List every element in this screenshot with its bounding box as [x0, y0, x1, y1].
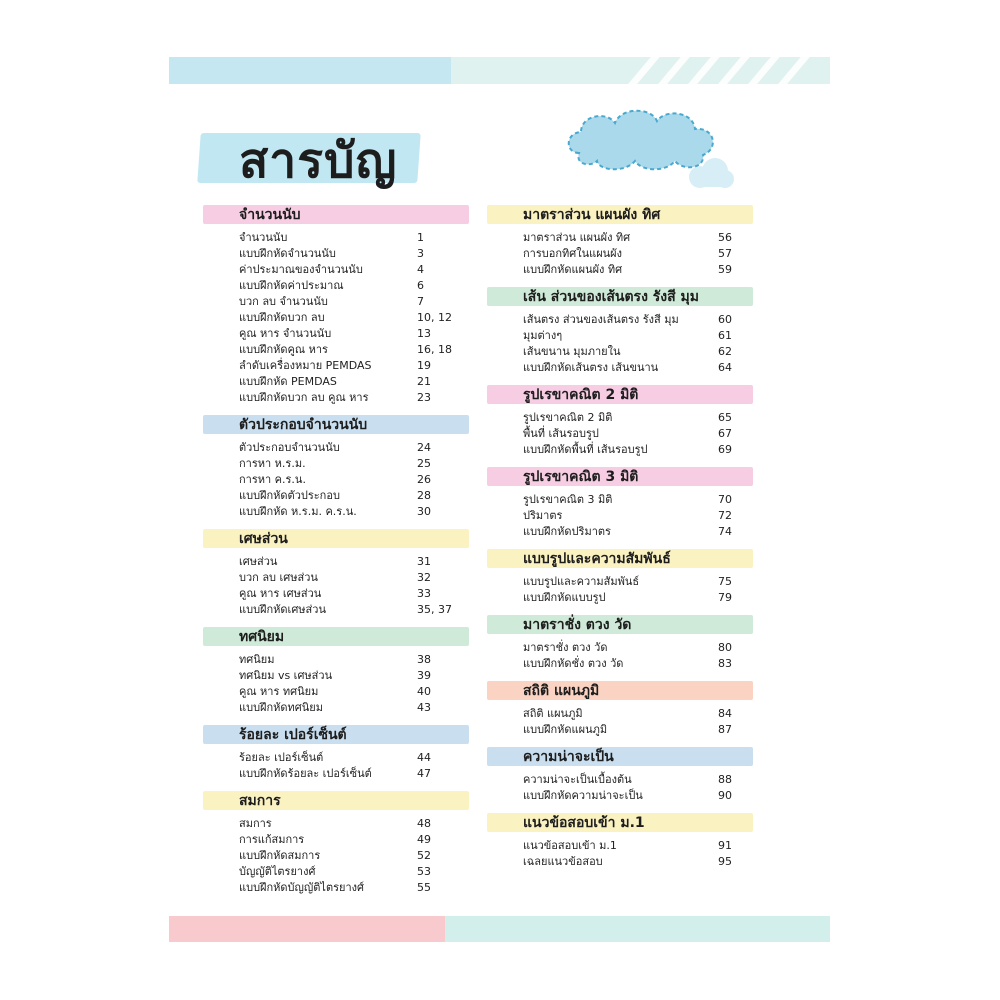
- toc-entry: [203, 278, 473, 294]
- section-header: [203, 723, 473, 745]
- entry-name: รูปเรขาคณิต 2 มิติ: [523, 411, 613, 424]
- entry-name: แบบฝึกหัดสมการ: [239, 849, 321, 862]
- top-decorative-band: [169, 57, 830, 84]
- entry-name: มาตราชั่ง ตวง วัด: [523, 641, 608, 654]
- entry-name: แบบฝึกหัดแผนผัง ทิศ: [523, 263, 623, 276]
- section-title: ทศนิยม: [239, 629, 285, 645]
- entry-page-number: 40: [417, 685, 431, 698]
- entry-name: แบบฝึกหัดบวก ลบ: [239, 311, 325, 324]
- toc-section: [203, 527, 473, 618]
- entry-page-number: 70: [718, 493, 732, 506]
- entry-name: จำนวนนับ: [239, 231, 288, 244]
- toc-entry: [487, 360, 757, 376]
- toc-entry: [203, 440, 473, 456]
- entry-page-number: 31: [417, 555, 431, 568]
- entry-page-number: 61: [718, 329, 732, 342]
- toc-section: [203, 625, 473, 716]
- toc-entry: [487, 524, 757, 540]
- entry-page-number: 83: [718, 657, 732, 670]
- entry-page-number: 79: [718, 591, 732, 604]
- toc-entry: [487, 230, 757, 246]
- toc-entry: [203, 326, 473, 342]
- toc-entry: [487, 426, 757, 442]
- toc-entry: [487, 508, 757, 524]
- entry-page-number: 53: [417, 865, 431, 878]
- toc-entry: [487, 854, 757, 870]
- section-title: แบบรูปและความสัมพันธ์: [523, 551, 671, 567]
- entry-name: แบบฝึกหัด PEMDAS: [239, 375, 337, 388]
- section-header: [487, 811, 757, 833]
- toc-entry: [203, 294, 473, 310]
- toc-section: [487, 465, 757, 540]
- toc-right-column: [487, 203, 757, 877]
- entry-page-number: 7: [417, 295, 424, 308]
- toc-section: [487, 203, 757, 278]
- section-title: แนวข้อสอบเข้า ม.1: [523, 815, 645, 831]
- entry-name: แบบฝึกหัดค่าประมาณ: [239, 279, 344, 292]
- entry-name: เศษส่วน: [239, 555, 278, 568]
- toc-section: [203, 413, 473, 520]
- entry-name: แบบฝึกหัดทศนิยม: [239, 701, 324, 714]
- toc-entry: [487, 590, 757, 606]
- entry-page-number: 69: [718, 443, 732, 456]
- toc-section: [203, 203, 473, 406]
- entry-name: แบบฝึกหัดเส้นตรง เส้นขนาน: [523, 361, 659, 374]
- entry-name: มุมต่างๆ: [523, 329, 563, 342]
- entry-page-number: 87: [718, 723, 732, 736]
- entry-name: แบบฝึกหัดร้อยละ เปอร์เซ็นต์: [239, 767, 372, 780]
- entry-name: แบบฝึกหัดคูณ หาร: [239, 343, 328, 356]
- section-header: [487, 547, 757, 569]
- entry-name: แบบฝึกหัดบัญญัติไตรยางศ์: [239, 881, 364, 894]
- entry-name: แบบฝึกหัดปริมาตร: [523, 525, 611, 538]
- toc-entry: [203, 342, 473, 358]
- toc-entry: [487, 574, 757, 590]
- entry-name: ทศนิยม vs เศษส่วน: [239, 669, 333, 682]
- toc-entry: [487, 442, 757, 458]
- bottom-decorative-band: [169, 916, 830, 942]
- toc-section: [487, 811, 757, 870]
- entry-page-number: 35, 37: [417, 603, 452, 616]
- section-title: สถิติ แผนภูมิ: [523, 683, 600, 699]
- entry-name: แบบฝึกหัดความน่าจะเป็น: [523, 789, 643, 802]
- entry-page-number: 28: [417, 489, 431, 502]
- entry-page-number: 62: [718, 345, 732, 358]
- entry-name: แบบรูปและความสัมพันธ์: [523, 575, 640, 588]
- entry-page-number: 65: [718, 411, 732, 424]
- page-title: สารบัญ: [239, 133, 398, 189]
- entry-name: ลำดับเครื่องหมาย PEMDAS: [239, 359, 372, 372]
- entry-name: การแก้สมการ: [239, 833, 305, 846]
- section-header: [203, 625, 473, 647]
- toc-entry: [487, 262, 757, 278]
- toc-entry: [203, 864, 473, 880]
- entry-name: แบบฝึกหัดบวก ลบ คูณ หาร: [239, 391, 369, 404]
- section-title: จำนวนนับ: [239, 207, 301, 223]
- section-title: เส้น ส่วนของเส้นตรง รังสี มุม: [523, 289, 700, 305]
- entry-page-number: 75: [718, 575, 732, 588]
- entry-page-number: 13: [417, 327, 431, 340]
- entry-page-number: 88: [718, 773, 732, 786]
- entry-page-number: 57: [718, 247, 732, 260]
- entry-name: ทศนิยม: [239, 653, 275, 666]
- entry-name: สถิติ แผนภูมิ: [523, 707, 583, 720]
- entry-name: ค่าประมาณของจำนวนนับ: [239, 263, 363, 276]
- toc-section: [487, 745, 757, 804]
- cloud-large-icon: [569, 111, 713, 170]
- entry-name: บวก ลบ จำนวนนับ: [239, 295, 328, 308]
- entry-name: บัญญัติไตรยางศ์: [239, 865, 316, 878]
- section-header: [203, 203, 473, 225]
- entry-page-number: 39: [417, 669, 431, 682]
- toc-entry: [203, 358, 473, 374]
- toc-page: [169, 57, 830, 942]
- toc-entry: [203, 750, 473, 766]
- section-header: [487, 679, 757, 701]
- entry-page-number: 43: [417, 701, 431, 714]
- entry-page-number: 67: [718, 427, 732, 440]
- entry-name: บวก ลบ เศษส่วน: [239, 571, 318, 584]
- entry-name: แนวข้อสอบเข้า ม.1: [523, 839, 617, 852]
- toc-entry: [203, 390, 473, 406]
- cloud-icon: [565, 105, 735, 197]
- toc-entry: [487, 722, 757, 738]
- entry-name: พื้นที่ เส้นรอบรูป: [523, 427, 599, 440]
- toc-section: [487, 383, 757, 458]
- toc-entry: [203, 246, 473, 262]
- entry-page-number: 55: [417, 881, 431, 894]
- toc-entry: [487, 246, 757, 262]
- entry-page-number: 47: [417, 767, 431, 780]
- entry-name: การหา ห.ร.ม.: [239, 457, 306, 470]
- entry-page-number: 48: [417, 817, 431, 830]
- toc-entry: [203, 472, 473, 488]
- section-title: รูปเรขาคณิต 3 มิติ: [523, 469, 639, 485]
- entry-page-number: 3: [417, 247, 424, 260]
- toc-section: [487, 679, 757, 738]
- entry-page-number: 24: [417, 441, 431, 454]
- entry-page-number: 56: [718, 231, 732, 244]
- entry-page-number: 30: [417, 505, 431, 518]
- entry-page-number: 52: [417, 849, 431, 862]
- entry-name: คูณ หาร เศษส่วน: [239, 587, 322, 600]
- entry-name: มาตราส่วน แผนผัง ทิศ: [523, 231, 631, 244]
- entry-page-number: 91: [718, 839, 732, 852]
- entry-page-number: 74: [718, 525, 732, 538]
- entry-page-number: 25: [417, 457, 431, 470]
- entry-page-number: 59: [718, 263, 732, 276]
- entry-name: ตัวประกอบจำนวนนับ: [239, 441, 340, 454]
- entry-page-number: 6: [417, 279, 424, 292]
- entry-page-number: 4: [417, 263, 424, 276]
- entry-name: สมการ: [239, 817, 272, 830]
- entry-page-number: 16, 18: [417, 343, 452, 356]
- toc-entry: [487, 328, 757, 344]
- toc-entry: [203, 816, 473, 832]
- entry-page-number: 10, 12: [417, 311, 452, 324]
- toc-entry: [203, 700, 473, 716]
- section-title: มาตราส่วน แผนผัง ทิศ: [523, 207, 661, 223]
- entry-name: ร้อยละ เปอร์เซ็นต์: [239, 751, 324, 764]
- section-title: มาตราชั่ง ตวง วัด: [523, 617, 632, 633]
- entry-page-number: 44: [417, 751, 431, 764]
- toc-entry: [487, 706, 757, 722]
- entry-name: การบอกทิศในแผนผัง: [523, 247, 622, 260]
- entry-name: คูณ หาร จำนวนนับ: [239, 327, 332, 340]
- entry-page-number: 90: [718, 789, 732, 802]
- toc-section: [487, 285, 757, 376]
- section-title: รูปเรขาคณิต 2 มิติ: [523, 387, 639, 403]
- toc-entry: [203, 848, 473, 864]
- toc-section: [487, 613, 757, 672]
- entry-name: แบบฝึกหัดตัวประกอบ: [239, 489, 340, 502]
- entry-name: การหา ค.ร.น.: [239, 473, 306, 486]
- entry-name: เฉลยแนวข้อสอบ: [523, 855, 603, 868]
- entry-page-number: 80: [718, 641, 732, 654]
- entry-name: แบบฝึกหัดชั่ง ตวง วัด: [523, 657, 624, 670]
- entry-name: แบบฝึกหัดจำนวนนับ: [239, 247, 336, 260]
- section-header: [203, 413, 473, 435]
- entry-name: แบบฝึกหัดพื้นที่ เส้นรอบรูป: [523, 443, 648, 456]
- toc-entry: [487, 788, 757, 804]
- toc-entry: [203, 456, 473, 472]
- entry-page-number: 33: [417, 587, 431, 600]
- entry-name: เส้นขนาน มุมภายใน: [523, 345, 621, 358]
- toc-section: [203, 789, 473, 896]
- toc-entry: [487, 640, 757, 656]
- toc-entry: [487, 312, 757, 328]
- entry-name: รูปเรขาคณิต 3 มิติ: [523, 493, 613, 506]
- entry-page-number: 60: [718, 313, 732, 326]
- toc-entry: [487, 772, 757, 788]
- entry-page-number: 1: [417, 231, 424, 244]
- toc-entry: [203, 504, 473, 520]
- section-title: ความน่าจะเป็น: [523, 749, 614, 765]
- entry-page-number: 95: [718, 855, 732, 868]
- entry-name: ปริมาตร: [523, 509, 563, 522]
- toc-left-column: [203, 203, 473, 903]
- entry-page-number: 19: [417, 359, 431, 372]
- entry-page-number: 26: [417, 473, 431, 486]
- entry-name: แบบฝึกหัดแผนภูมิ: [523, 723, 608, 736]
- toc-entry: [203, 554, 473, 570]
- section-title: ร้อยละ เปอร์เซ็นต์: [239, 727, 347, 743]
- toc-entry: [203, 668, 473, 684]
- entry-name: เส้นตรง ส่วนของเส้นตรง รังสี มุม: [523, 313, 679, 326]
- toc-entry: [203, 230, 473, 246]
- section-title: เศษส่วน: [239, 531, 288, 547]
- entry-page-number: 64: [718, 361, 732, 374]
- section-header: [487, 465, 757, 487]
- entry-name: แบบฝึกหัดแบบรูป: [523, 591, 606, 604]
- entry-name: แบบฝึกหัด ห.ร.ม. ค.ร.น.: [239, 505, 357, 518]
- toc-entry: [203, 262, 473, 278]
- section-header: [487, 203, 757, 225]
- toc-entry: [203, 586, 473, 602]
- entry-page-number: 32: [417, 571, 431, 584]
- toc-entry: [203, 684, 473, 700]
- toc-entry: [487, 838, 757, 854]
- section-header: [487, 383, 757, 405]
- toc-entry: [203, 310, 473, 326]
- toc-entry: [203, 374, 473, 390]
- toc-entry: [487, 492, 757, 508]
- entry-page-number: 38: [417, 653, 431, 666]
- entry-page-number: 21: [417, 375, 431, 388]
- entry-page-number: 72: [718, 509, 732, 522]
- toc-entry: [487, 344, 757, 360]
- section-header: [487, 285, 757, 307]
- entry-name: แบบฝึกหัดเศษส่วน: [239, 603, 326, 616]
- section-header: [203, 527, 473, 549]
- entry-page-number: 84: [718, 707, 732, 720]
- toc-entry: [487, 656, 757, 672]
- toc-entry: [203, 652, 473, 668]
- toc-section: [487, 547, 757, 606]
- section-title: สมการ: [239, 793, 281, 809]
- entry-name: ความน่าจะเป็นเบื้องต้น: [523, 773, 632, 786]
- toc-entry: [203, 602, 473, 618]
- toc-entry: [487, 410, 757, 426]
- entry-page-number: 23: [417, 391, 431, 404]
- section-header: [487, 745, 757, 767]
- section-header: [203, 789, 473, 811]
- entry-name: คูณ หาร ทศนิยม: [239, 685, 319, 698]
- section-header: [487, 613, 757, 635]
- toc-section: [203, 723, 473, 782]
- toc-entry: [203, 766, 473, 782]
- toc-entry: [203, 570, 473, 586]
- entry-page-number: 49: [417, 833, 431, 846]
- toc-entry: [203, 880, 473, 896]
- toc-entry: [203, 832, 473, 848]
- toc-entry: [203, 488, 473, 504]
- title-block: [199, 127, 444, 189]
- section-title: ตัวประกอบจำนวนนับ: [239, 417, 368, 433]
